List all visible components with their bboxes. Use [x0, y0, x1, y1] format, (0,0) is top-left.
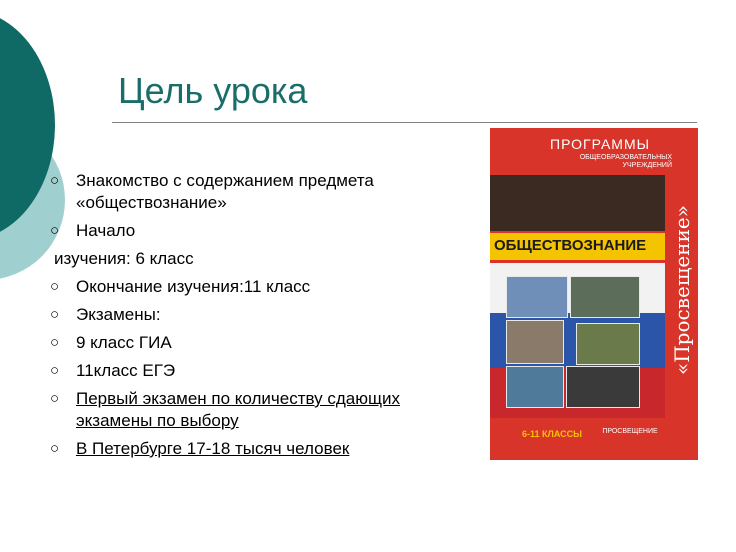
bullet-continuation: [50, 248, 430, 270]
slide-title: Цель урока: [118, 70, 308, 111]
bullet-link-text[interactable]: В Петербурге 17-18 тысяч человек: [76, 439, 350, 458]
bullet-text: Окончание изучения:11 класс: [76, 277, 311, 296]
bullet-icon: ○: [50, 306, 60, 323]
bullet-text: 9 класс ГИА: [76, 333, 172, 352]
bullet-item: [50, 276, 430, 298]
book-photo-strip: [490, 175, 665, 231]
bullet-item: [50, 438, 430, 460]
book-publisher: ПРОСВЕЩЕНИЕ: [602, 428, 658, 435]
bullet-text: Начало: [76, 221, 136, 240]
bullet-icon: ○: [50, 172, 60, 189]
bullet-text: Экзамены:: [76, 305, 161, 324]
bullet-text: изучения: 6 класс: [54, 249, 194, 268]
bullet-icon: ○: [50, 362, 60, 379]
book-photo: [576, 323, 640, 365]
book-photo: [570, 276, 640, 318]
book-cover-image: [490, 128, 698, 460]
book-photo: [506, 366, 564, 408]
bullet-icon: ○: [50, 390, 60, 407]
bullet-item: [50, 170, 430, 214]
bullet-list: [50, 170, 430, 466]
book-header-subtitle: ОБЩЕОБРАЗОВАТЕЛЬНЫХ УЧРЕЖДЕНИЙ: [579, 154, 672, 169]
book-spine-text: «Просвещение»: [670, 205, 694, 375]
bullet-item: [50, 304, 430, 326]
book-grades: 6-11 КЛАССЫ: [522, 429, 582, 439]
book-photo: [506, 320, 564, 364]
bullet-item: [50, 388, 430, 432]
bullet-text: 11класс ЕГЭ: [76, 361, 176, 380]
bullet-item: [50, 360, 430, 382]
bullet-icon: ○: [50, 222, 60, 239]
book-header-title: ПРОГРАММЫ: [550, 136, 651, 152]
bullet-text: Знакомство с содержанием предмета «обществознание»: [76, 171, 374, 212]
bullet-icon: ○: [50, 440, 60, 457]
bullet-icon: ○: [50, 278, 60, 295]
bullet-item: [50, 220, 430, 242]
book-photo: [566, 366, 640, 408]
book-photo: [506, 276, 568, 318]
bullet-link-text[interactable]: Первый экзамен по количеству сдающих экзамены по выбору: [76, 389, 400, 430]
bullet-icon: ○: [50, 334, 60, 351]
title-divider: [112, 122, 697, 123]
book-title: ОБЩЕСТВОЗНАНИЕ: [494, 237, 647, 254]
bullet-item: [50, 332, 430, 354]
